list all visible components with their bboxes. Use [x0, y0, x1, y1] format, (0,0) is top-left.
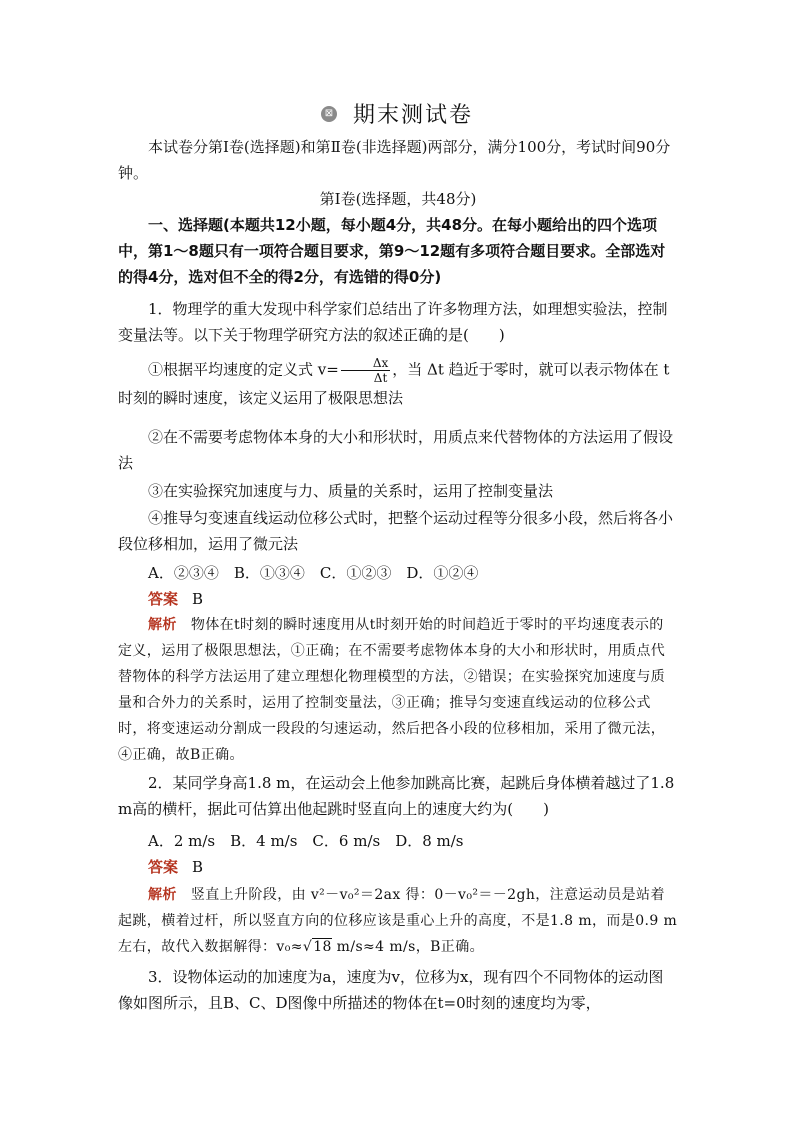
analysis-text: 物体在t时刻的瞬时速度用从t时刻开始的时间趋近于零时的平均速度表示的定义，运用了极限思想法，①正确；在不需要考虑物体本身的大小和形状时，用质点代替物体的科学方法运用了建立理想化物理模型的方法，②错误；在实验探究加速度与质量和合外力的关系时，运用了控制变量法，③正确；推导匀变速直线运动的位移公式时，将变速运动分割成一段段的匀速运动，然后把各小段的位移相加，采用了微元法，④正确，故B正确。	[118, 617, 666, 763]
section-badge-icon: ⊠	[321, 106, 337, 122]
title-row	[0, 98, 794, 129]
question-1-statement-4: ④推导匀变速直线运动位移公式时，把整个运动过程等分很多小段，然后将各小段位移相加，运用了微元法	[118, 509, 674, 553]
intro-text: 本试卷分第Ⅰ卷(选择题)和第Ⅱ卷(非选择题)两部分，满分100分，考试时间90分钟。	[118, 138, 671, 182]
velocity-fraction	[341, 356, 390, 385]
answer-label: 答案	[148, 590, 179, 608]
answer-label: 答案	[148, 858, 179, 876]
statement-1-text: ①根据平均速度的定义式 v=	[148, 360, 339, 379]
analysis-text: 竖直上升阶段，由 v²－v₀²＝2ax 得：0－v₀²＝－2gh，注意运动员是站着起跳，横着过杆，所以竖直方向的位移应该是重心上升的高度，不是1.8 m，而是0.9 m左右，故代入数据解得：v₀≈√	[118, 887, 678, 955]
fraction-numerator: Δx	[341, 356, 390, 371]
question-2-options: A．2 m/s B．4 m/s C．6 m/s D．8 m/s	[148, 832, 464, 850]
analysis-label: 解析	[148, 887, 177, 903]
analysis-label: 解析	[148, 617, 177, 633]
question-1-statement-3: ③在实验探究加速度与力、质量的关系时，运用了控制变量法	[148, 482, 554, 500]
statement-1-text-cont: ，当 Δt 趋近于零时，就可以表示物体在 t 时刻的瞬时速度，该定义运用了极限思想法	[118, 360, 670, 407]
answer-value: B	[192, 858, 204, 876]
question-1-answer	[118, 586, 678, 612]
question-2-stem: 2．某同学身高1.8 m，在运动会上他参加跳高比赛，起跳后身体横着越过了1.8 m高的横杆，据此可估算出他起跳时竖直向上的速度大约为( )	[118, 774, 675, 818]
question-2-analysis	[118, 882, 678, 960]
fraction-denominator: Δt	[373, 371, 388, 385]
analysis-text-cont: m/s≈4 m/s，B正确。	[331, 939, 484, 955]
question-3-stem: 3．设物体运动的加速度为a，速度为v，位移为x，现有四个不同物体的运动图像如图所示，且B、C、D图像中所描述的物体在t=0时刻的速度均为零，	[118, 968, 664, 1012]
part-instructions: 一、选择题(本题共12小题，每小题4分，共48分。在每小题给出的四个选项中，第1～8题只有一项符合题目要求，第9～12题有多项符合题目要求。全部选对的得4分，选对但不全的得2分，有选错的得0分)	[118, 216, 666, 286]
question-1-statement-1	[118, 356, 678, 411]
section-heading: 第Ⅰ卷(选择题，共48分)	[319, 190, 477, 208]
answer-value: B	[192, 590, 204, 608]
question-1-options: A．②③④ B．①③④ C．①②③ D．①②④	[148, 564, 479, 582]
question-1-stem: 1．物理学的重大发现中科学家们总结出了许多物理方法，如理想实验法，控制变量法等。以下关于物理学研究方法的叙述正确的是( )	[118, 300, 668, 344]
question-2-answer	[118, 854, 678, 880]
page-title: 期末测试卷	[352, 103, 473, 128]
sqrt-radicand: 18	[313, 939, 332, 955]
question-1-analysis	[118, 612, 678, 768]
question-1-statement-2: ②在不需要考虑物体本身的大小和形状时，用质点来代替物体的方法运用了假设法	[118, 428, 674, 472]
